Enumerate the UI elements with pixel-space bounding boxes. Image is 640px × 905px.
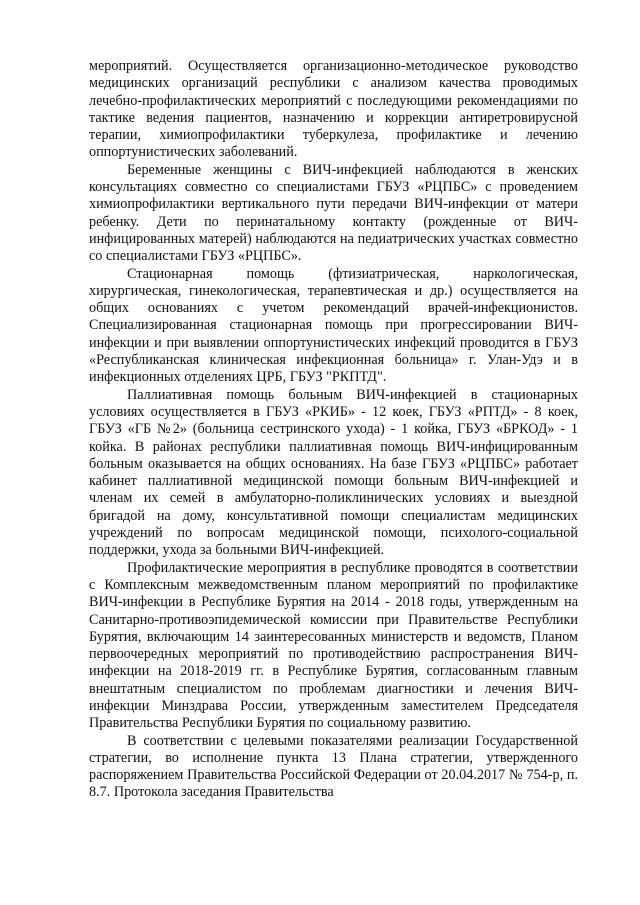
paragraph-5: Профилактические мероприятия в республике проводятся в соответствии с Комплексным межведомственным планом мероприятий по профилактике ВИЧ-инфекции в Республике Бурятия на 2014 - 2018 годы, утвержденным на Санитарно-противоэпидемической комиссии при Правительстве Республики Бурятия, включающим 14 заинтересованных министерств и ведомств, Планом первоочередных мероприятий по противодействию распространения ВИЧ-инфекции на 2018-2019 гг. в Республике Бурятия, согласованным главным внештатным специалистом по проблемам диагностики и лечения ВИЧ-инфекции Минздрава России, утвержденным заместителем Председателя Правительства Республики Бурятия по социальному развитию.: [89, 559, 578, 732]
paragraph-2: Беременные женщины с ВИЧ-инфекцией наблюдаются в женских консультациях совместно со специалистами ГБУЗ «РЦПБС» с проведением химиопрофилактики вертикального пути передачи ВИЧ-инфекции от матери ребенку. Дети по перинатальному контакту (рожденные от ВИЧ-инфицированных матерей) наблюдаются на педиатрических участках совместно со специалистами ГБУЗ «РЦПБС».: [89, 161, 578, 265]
paragraph-6: В соответствии с целевыми показателями реализации Государственной стратегии, во исполнение пункта 13 Плана стратегии, утвержденного распоряжением Правительства Российской Федерации от 20.04.2017 № 754-р, п. 8.7. Протокола заседания Правительства: [89, 732, 578, 801]
paragraph-1: мероприятий. Осуществляется организационно-методическое руководство медицинских организаций республики с анализом качества проводимых лечебно-профилактических мероприятий с последующими рекомендациями по тактике ведения пациентов, назначению и коррекции антиретровирусной терапии, химиопрофилактики туберкулеза, профилактике и лечению оппортунистических заболеваний.: [89, 58, 578, 161]
paragraph-4: Паллиативная помощь больным ВИЧ-инфекцией в стационарных условиях осуществляется в ГБУЗ «РКИБ» - 12 коек, ГБУЗ «РПТД» - 8 коек, ГБУЗ «ГБ №2» (больница сестринского ухода) - 1 койка, ГБУЗ «БРКОД» - 1 койка. В районах республики паллиативная помощь ВИЧ-инфицированным больным оказывается на общих основаниях. На базе ГБУЗ «РЦПБС» работает кабинет паллиативной медицинской помощи больным ВИЧ-инфекцией и членам их семей в амбулаторно-поликлинических условиях и выездной бригадой на дому, консультативной помощи специалистам медицинских учреждений по вопросам медицинской помощи, психолого-социальной поддержки, ухода за больными ВИЧ-инфекцией.: [89, 386, 578, 559]
paragraph-3: Стационарная помощь (фтизиатрическая, наркологическая, хирургическая, гинекологическая, терапевтическая и др.) осуществляется на общих основаниях с учетом рекомендаций врачей-инфекционистов. Специализированная стационарная помощь при прогрессировании ВИЧ-инфекции и при выявлении оппортунистических инфекций проводится в ГБУЗ «Республиканская клиническая инфекционная больница» г. Улан-Удэ и в инфекционных отделениях ЦРБ, ГБУЗ "РКПТД".: [89, 265, 578, 386]
